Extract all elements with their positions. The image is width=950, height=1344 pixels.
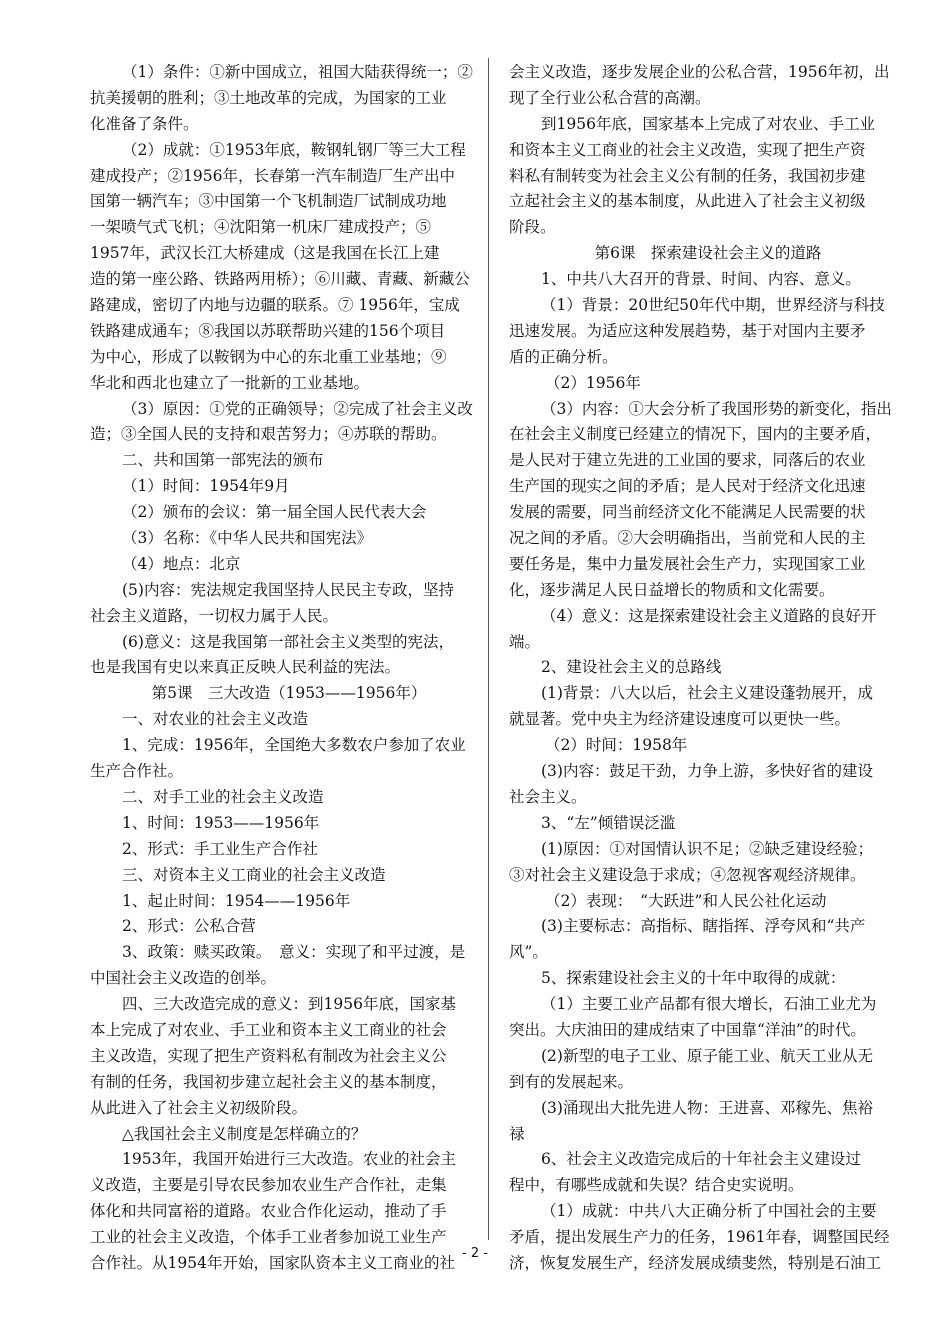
text-line: 抗美援朝的胜利；③土地改革的完成，为国家的工业 — [90, 88, 447, 107]
text-line: 本上完成了对农业、手工业和资本主义工商业的社会 — [90, 1020, 447, 1039]
text-line: 1、完成：1956年，全国绝大多数农户参加了农业 — [122, 736, 466, 755]
text-line: 风”。 — [509, 943, 548, 962]
text-line: 禄 — [509, 1124, 525, 1143]
text-line: 生产合作社。 — [90, 762, 184, 781]
text-line: 矛盾，提出发展生产力的任务，1961年春，调整国民经 — [509, 1228, 890, 1247]
text-line: （2）时间：1958年 — [545, 736, 688, 755]
text-line: 体化和共同富裕的道路。农业合作化运动，推动了手 — [90, 1202, 447, 1221]
text-line: （1）背景：20世纪50年代中期，世界经济与科技 — [541, 296, 885, 315]
text-line: （4）意义：这是探索建设社会主义道路的良好开 — [541, 606, 877, 625]
text-line: 主义改造，实现了把生产资料私有制改为社会主义公 — [90, 1046, 447, 1065]
text-line: 社会主义。 — [509, 787, 587, 806]
lesson-title: 第5课 三大改造（1953——1956年） — [151, 684, 427, 703]
text-line: (3)内容：鼓足干劲，力争上游，多快好省的建设 — [541, 762, 873, 781]
text-line: 到1956年底，国家基本上完成了对农业、手工业 — [541, 114, 875, 133]
text-line: 济，恢复发展生产，经济发展成绩斐然，特别是石油工 — [509, 1253, 882, 1272]
lesson-title: 第6课 探索建设社会主义的道路 — [594, 244, 822, 263]
text-line: 1、时间：1953——1956年 — [122, 813, 320, 832]
text-line: （3）名称：《中华人民共和国宪法》 — [122, 529, 373, 548]
text-line: 发展的需要，同当前经济文化不能满足人民需要的状 — [509, 503, 866, 522]
text-line: 在社会主义制度已经建立的情况下，国内的主要矛盾， — [509, 425, 882, 444]
text-line: 合作社。从1954年开始，国家队资本主义工商业的社 — [90, 1253, 455, 1272]
text-line: 程中，有哪些成就和失误？结合史实说明。 — [509, 1176, 804, 1195]
text-line: 1953年，我国开始进行三大改造。农业的社会主 — [122, 1150, 456, 1169]
text-line: 有制的任务，我国初步建立起社会主义的基本制度， — [90, 1072, 447, 1091]
text-line: (2)新型的电子工业、原子能工业、航天工业从无 — [541, 1046, 873, 1065]
text-line: 路建成，密切了内地与边疆的联系。⑦ 1956年，宝成 — [90, 296, 460, 315]
text-line: 二、对手工业的社会主义改造 — [122, 787, 324, 806]
text-line: 化准备了条件。 — [90, 114, 199, 133]
text-line: 铁路建成通车；⑧我国以苏联帮助兴建的156个项目 — [90, 321, 446, 340]
text-line: 6、社会主义改造完成后的十年社会主义建设过 — [541, 1150, 861, 1169]
text-line: 1、起止时间：1954——1956年 — [122, 891, 351, 910]
text-line: 2、建设社会主义的总路线 — [541, 658, 722, 677]
text-line: （4）地点：北京 — [122, 554, 241, 573]
text-line: 造的第一座公路、铁路两用桥）；⑥川藏、青藏、新藏公 — [90, 270, 470, 289]
text-line: 3、“左”倾错误泛滥 — [541, 813, 676, 832]
text-line: (3)涌现出大批先进人物：王进喜、邓稼先、焦裕 — [541, 1098, 873, 1117]
text-line: 是人民对于建立先进的工业国的要求，同落后的农业 — [509, 451, 866, 470]
text-line: 迅速发展。为适应这种发展趋势，基于对国内主要矛 — [509, 321, 866, 340]
text-line: 5、探索建设社会主义的十年中取得的成就： — [541, 969, 846, 988]
right-text-column — [509, 60, 891, 1277]
column-divider — [488, 58, 489, 1240]
text-line: 中国社会主义改造的创举。 — [90, 969, 277, 988]
text-line: 义改造，主要是引导农民参加农业生产合作社，走集 — [90, 1176, 447, 1195]
text-line: 况之间的矛盾。②大会明确指出，当前党和人民的主 — [509, 529, 866, 548]
text-line: 2、形式：手工业生产合作社 — [122, 839, 318, 858]
text-line: 现了全行业公私合营的高潮。 — [509, 88, 711, 107]
text-line: (3)主要标志：高指标、瞎指挥、浮夸风和“共产 — [541, 917, 866, 936]
text-line: (6)意义：这是我国第一部社会主义类型的宪法， — [122, 632, 454, 651]
text-line: 化，逐步满足人民日益增长的物质和文化需要。 — [509, 580, 835, 599]
text-line: 会主义改造，逐步发展企业的公私合营，1956年初，出 — [509, 63, 890, 81]
text-line: （1）成就：中共八大正确分析了中国社会的主要 — [541, 1202, 877, 1221]
text-line: 也是我国有史以来真正反映人民利益的宪法。 — [90, 658, 401, 677]
text-line: 和资本主义工商业的社会主义改造，实现了把生产资 — [509, 140, 866, 159]
text-line: 1、中共八大召开的背景、时间、内容、意义。 — [541, 270, 861, 289]
text-line: 突出。大庆油田的建成结束了中国靠“洋油”的时代。 — [509, 1020, 866, 1039]
text-line: 造；③全国人民的支持和艰苦努力；④苏联的帮助。 — [90, 425, 447, 444]
text-line: 就显著。党中央主为经济建设速度可以更快一些。 — [509, 710, 851, 729]
text-line: 为中心，形成了以鞍钢为中心的东北重工业基地；⑨ — [90, 347, 447, 366]
text-line: 要任务是，集中力量发展社会生产力，实现国家工业 — [509, 554, 866, 573]
text-line: （1）条件：①新中国成立，祖国大陆获得统一；② — [122, 63, 473, 81]
text-line: 1957年，武汉长江大桥建成（这是我国在长江上建 — [90, 244, 440, 263]
text-line: 建成投产；②1956年，长春第一汽车制造厂生产出中 — [90, 166, 455, 185]
text-line: 三、对资本主义工商业的社会主义改造 — [122, 865, 386, 884]
text-line: （1）时间：1954年9月 — [122, 477, 290, 496]
text-line: 工业的社会主义改造，个体手工业者参加说工业生产 — [90, 1228, 447, 1247]
text-line: （2）颁布的会议：第一届全国人民代表大会 — [122, 503, 427, 522]
text-line: △我国社会主义制度是怎样确立的？ — [122, 1124, 367, 1143]
text-line: (5)内容：宪法规定我国坚持人民民主专政，坚持 — [122, 580, 454, 599]
text-line: （3）内容：①大会分析了我国形势的新变化，指出 — [541, 399, 892, 418]
text-line: (1)原因：①对国情认识不足；②缺乏建设经验； — [541, 839, 873, 858]
text-line: 一、对农业的社会主义改造 — [122, 710, 309, 729]
text-line: （2）表现： “大跃进”和人民公社化运动 — [545, 891, 827, 910]
text-line: 二、共和国第一部宪法的颁布 — [122, 451, 324, 470]
text-line: 3、政策：赎买政策。 意义：实现了和平过渡，是 — [122, 943, 466, 962]
page-number: - 2 - — [462, 1246, 488, 1261]
text-line: 一架喷气式飞机；④沈阳第一机床厂建成投产；⑤ — [90, 218, 432, 237]
text-line: 社会主义道路，一切权力属于人民。 — [90, 606, 339, 625]
text-line: 四、三大改造完成的意义：到1956年底，国家基 — [122, 995, 456, 1014]
text-line: 从此进入了社会主义初级阶段。 — [90, 1098, 308, 1117]
text-line: 盾的正确分析。 — [509, 347, 618, 366]
text-line: ③对社会主义建设急于求成；④忽视客观经济规律。 — [509, 865, 866, 884]
text-line: 2、形式：公私合营 — [122, 917, 256, 936]
text-line: 到有的发展起来。 — [509, 1072, 634, 1091]
text-line: 华北和西北也建立了一批新的工业基地。 — [90, 373, 370, 392]
text-line: （2）1956年 — [545, 373, 641, 392]
text-line: 端。 — [509, 632, 541, 651]
text-line: （3）原因：①党的正确领导；②完成了社会主义改 — [122, 399, 473, 418]
text-line: (1)背景：八大以后，社会主义建设蓬勃展开，成 — [541, 684, 873, 703]
text-line: （1）主要工业产品都有很大增长，石油工业尤为 — [541, 995, 877, 1014]
text-line: 立起社会主义的基本制度，从此进入了社会主义初级 — [509, 192, 866, 211]
text-line: 料私有制转变为社会主义公有制的任务，我国初步建 — [509, 166, 866, 185]
text-line: 国第一辆汽车；③中国第一个飞机制造厂试制成功地 — [90, 192, 447, 211]
left-text-column — [90, 60, 472, 1277]
text-line: 生产国的现实之间的矛盾；是人民对于经济文化迅速 — [509, 477, 866, 496]
text-line: 阶段。 — [509, 218, 556, 237]
text-line: （2）成就：①1953年底，鞍钢轧钢厂等三大工程 — [122, 140, 466, 159]
